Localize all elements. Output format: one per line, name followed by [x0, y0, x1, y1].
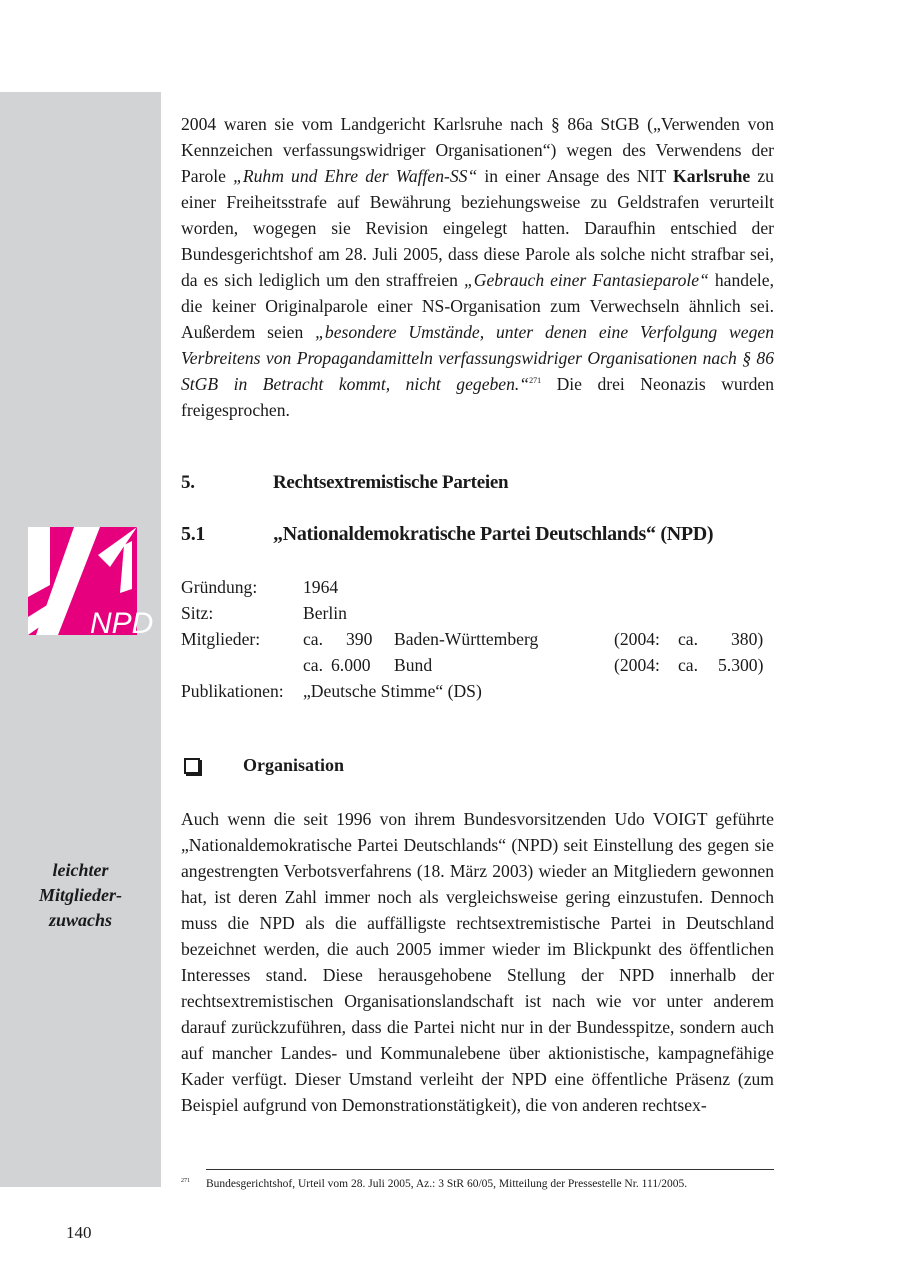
footnote — [181, 1178, 688, 1190]
paragraph1-quote-3: „besondere Umstände, unter denen eine Verfolgung wegen Verbreitens von Propagandamitteln verfassungswidriger Organisationen nach § 86 StGB in Betracht kommt, nicht gegeben.“ — [181, 322, 774, 394]
members-prev-ca: ca. — [678, 629, 699, 649]
margin-note-line-1: leichter — [52, 860, 109, 880]
members-prev-year: (2004: — [614, 655, 660, 675]
organisation-title: Organisation — [243, 755, 345, 775]
founding-label: Gründung: — [181, 577, 258, 597]
footnote-number: 271 — [181, 1178, 190, 1185]
members-prev-ca: ca. — [678, 655, 699, 675]
members-ca: ca. — [303, 629, 324, 649]
subsection-title: „Nationaldemokratische Partei Deutschlands“ (NPD) — [273, 523, 714, 545]
members-label: Mitglieder: — [181, 629, 261, 649]
members-region: Bund — [394, 655, 433, 675]
section-number: 5. — [181, 472, 195, 493]
paragraph-karlsruhe-verdict — [181, 111, 774, 423]
footnote-reference[interactable]: 271 — [529, 376, 542, 386]
npd-logo-icon — [28, 527, 154, 640]
footnote-text: Bundesgerichtshof, Urteil vom 28. Juli 2005, Az.: 3 StR 60/05, Mitteilung der Pressestelle Nr. 111/2005. — [206, 1178, 688, 1190]
subsection-number: 5.1 — [181, 523, 206, 545]
seat-value: Berlin — [303, 603, 347, 623]
members-region: Baden-Württemberg — [394, 629, 539, 649]
founding-value: 1964 — [303, 577, 339, 597]
members-prev-count: 380) — [731, 629, 764, 649]
margin-note-line-3: zuwachs — [48, 910, 113, 930]
members-count: 6.000 — [331, 655, 371, 675]
paragraph1-quote-1: „Ruhm und Ehre der Waffen-SS“ — [233, 166, 478, 186]
members-count: 390 — [346, 629, 373, 649]
paragraph1-text-2: in einer Ansage des NIT — [477, 166, 674, 186]
checkbox-icon — [184, 758, 200, 774]
margin-note-line-2: Mitglieder- — [39, 885, 122, 905]
paragraph1-bold-karlsruhe: Karlsruhe — [673, 166, 751, 186]
section-title: Rechtsextremistische Parteien — [273, 472, 509, 493]
members-prev-count: 5.300) — [718, 655, 764, 675]
margin-note — [0, 858, 161, 933]
footnote-divider — [206, 1169, 774, 1170]
publications-value: „Deutsche Stimme“ (DS) — [303, 681, 482, 701]
paragraph-organisation: Auch wenn die seit 1996 von ihrem Bundesvorsitzenden Udo VOIGT geführte „Nationaldemokratische Partei Deutschlands“ (NPD) seit Einstellung des gegen sie angestrengten Verbotsverfahrens (18. März 2003) wieder an Mitgliedern gewonnen hat, ist deren Zahl immer noch als vergleichsweise gering einzustufen. Dennoch muss die NPD als die auffälligste rechtsextremistische Partei in Deutschland bezeichnet werden, die auch 2005 immer wieder im Blickpunkt des öffentlichen Interesses stand. Diese herausgehobene Stellung der NPD innerhalb der rechtsextremistischen Organisationslandschaft ist nach wie vor unter anderem darauf zurückzuführen, dass die Partei nicht nur in der Bundesspitze, sondern auch auf mancher Landes- und Kommunalebene über aktionistische, kampagnefähige Kader verfügt. Dieser Umstand verleiht der NPD eine öffentliche Präsenz (zum Beispiel aufgrund von Demonstrationstätigkeit), die von anderen rechtsex- — [181, 809, 774, 1115]
members-ca: ca. — [303, 655, 324, 675]
paragraph1-text-3: zu einer Freiheitsstrafe auf Bewährung beziehungsweise zu Geldstrafen verurteilt worden, wogegen sie Revision eingelegt hatten. Daraufhin entschied der Bundesgerichtshof am 28. Juli 2005, dass diese Parole als solche nicht strafbar sei, da es sich lediglich um den straffreien — [181, 166, 774, 290]
npd-logo-text: NPD — [90, 607, 154, 640]
seat-label: Sitz: — [181, 603, 214, 623]
publications-label: Publikationen: — [181, 681, 284, 701]
paragraph1-text-4: handele, die keiner Originalparole einer NS-Organisation zum Verwechseln ähnlich sei. Außerdem seien — [181, 270, 774, 342]
paragraph1-quote-2: „Gebrauch einer Fantasieparole“ — [463, 270, 709, 290]
paragraph1-text-1: 2004 waren sie vom Landgericht Karlsruhe nach § 86a StGB („Verwenden von Kennzeichen verfassungswidriger Organisationen“) wegen des Verwendens der Parole — [181, 114, 774, 186]
paragraph1-text-5: Die drei Neonazis wurden freigesprochen. — [181, 374, 774, 420]
page-number: 140 — [66, 1223, 92, 1242]
members-prev-year: (2004: — [614, 629, 660, 649]
